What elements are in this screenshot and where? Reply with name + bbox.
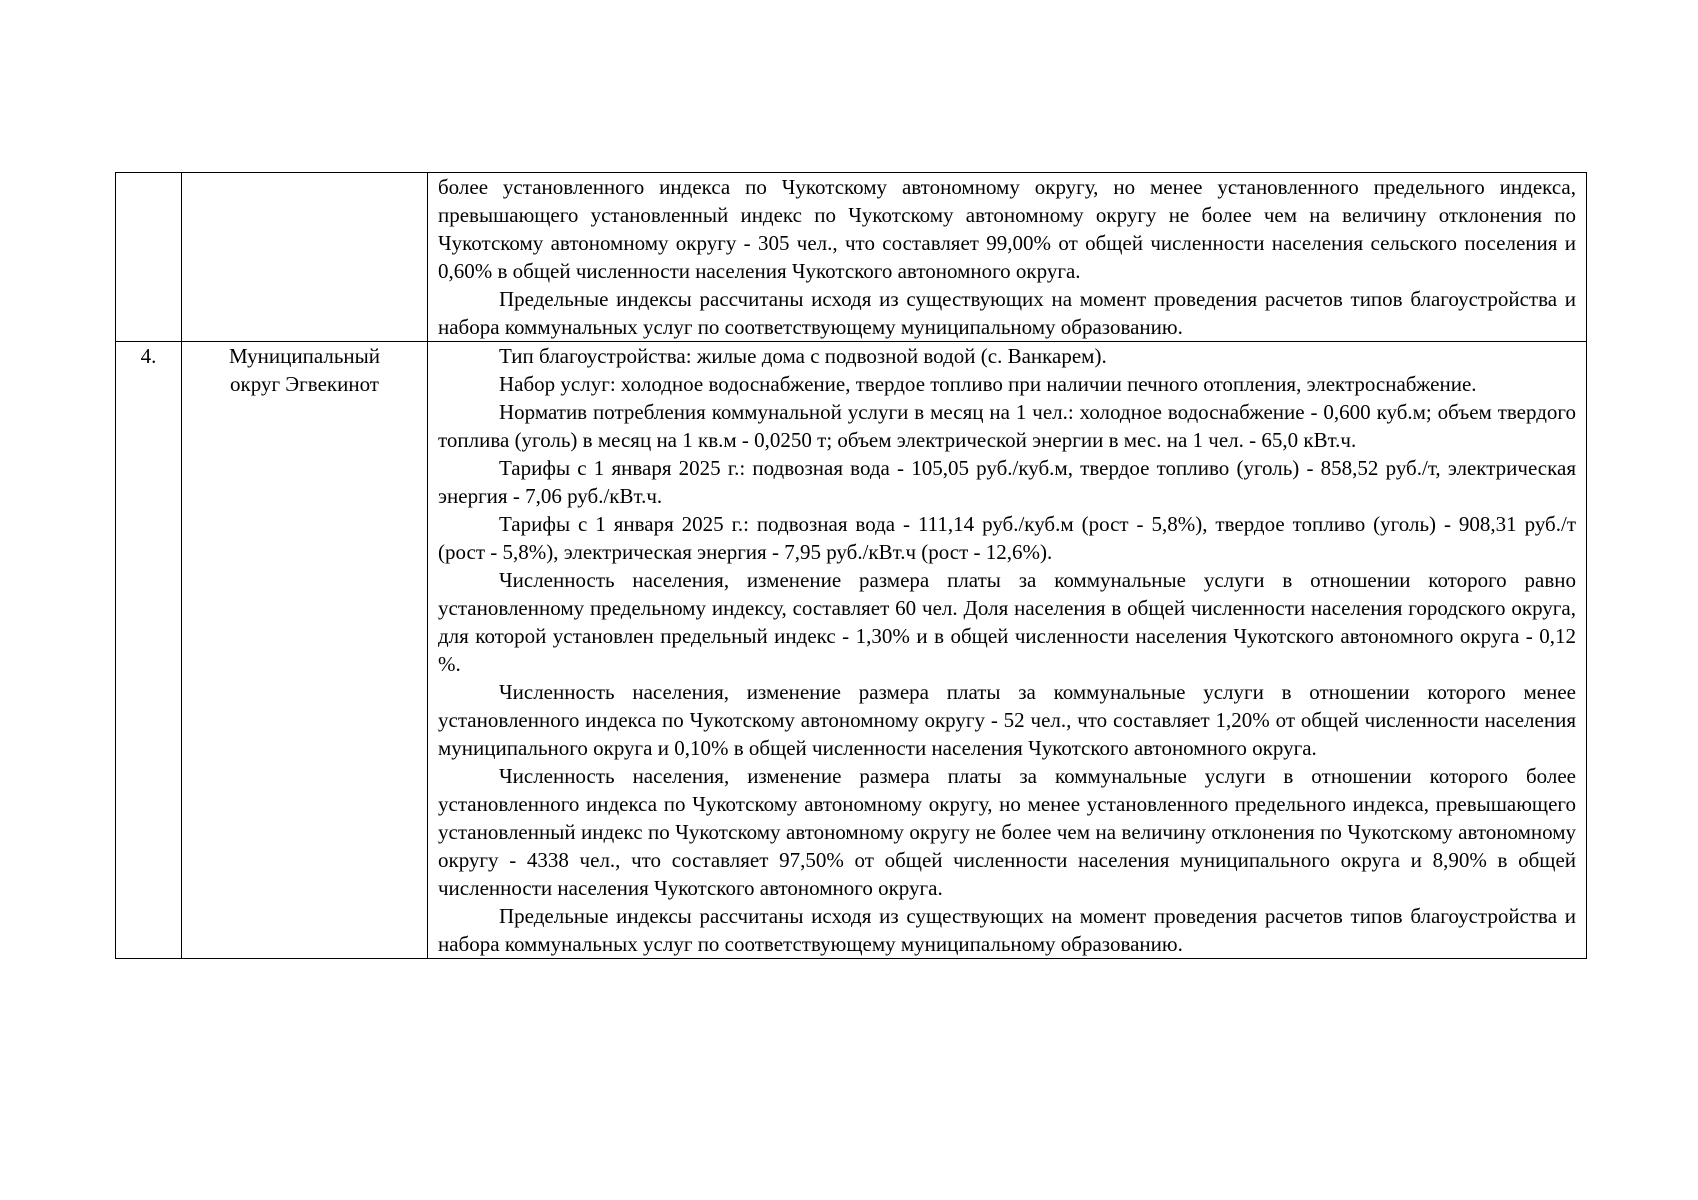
paragraph-tariffs: Тарифы с 1 января 2025 г.: подвозная вода - 105,05 руб./куб.м, твердое топливо (уголь) - 858,52 руб./т, электрическая энергия - 7,06 руб./кВт.ч. — [438, 456, 1576, 508]
paragraph-population-less: Численность населения, изменение размера платы за коммунальные услуги в отношении которого менее установленного индекса по Чукотскому автономному округу - 52 чел., что составляет 1,20% от общей численности населения муниципального округа и 0,10% в общей численности населения Чукотского автономного округа. — [438, 680, 1576, 760]
paragraph-service-set: Набор услуг: холодное водоснабжение, твердое топливо при наличии печного отопления, электроснабжение. — [499, 372, 1477, 396]
municipality-name-cell — [182, 173, 428, 342]
description-cell — [428, 173, 1587, 342]
paragraph-population-more: Численность населения, изменение размера платы за коммунальные услуги в отношении которого более установленного индекса по Чукотскому автономному округу, но менее установленного предельного индекса, превышающего установленный индекс по Чукотскому автономному округу не более чем на величину отклонения по Чукотскому автономному округу - 4338 чел., что составляет 97,50% от общей численности населения муниципального округа и 8,90% в общей численности населения Чукотского автономного округа. — [438, 764, 1576, 900]
paragraph-consumption-norm: Норматив потребления коммунальной услуги в месяц на 1 чел.: холодное водоснабжение - 0,600 куб.м; объем твердого топлива (уголь) в месяц на 1 кв.м - 0,0250 т; объем электрической энергии в мес. на 1 чел. - 65,0 кВт.ч. — [438, 400, 1576, 452]
paragraph-population-equal: Численность населения, изменение размера платы за коммунальные услуги в отношении которого равно установленному предельному индексу, составляет 60 чел. Доля населения в общей численности населения городского округа, для которой установлен предельный индекс - 1,30% и в общей численности населения Чукотского автономного округа - 0,12 %. — [438, 568, 1576, 676]
municipality-name-line: округ Эгвекинот — [230, 372, 379, 396]
municipality-name-cell — [182, 342, 428, 959]
municipality-name-line: Муниципальный — [229, 344, 380, 368]
paragraph-limit-indices: Предельные индексы рассчитаны исходя из существующих на момент проведения расчетов типов благоустройства и набора коммунальных услуг по соответствующему муниципальному образованию. — [438, 904, 1576, 956]
paragraph-tariffs-growth: Тарифы с 1 января 2025 г.: подвозная вода - 111,14 руб./куб.м (рост - 5,8%), твердое топливо (уголь) - 908,31 руб./т (рост - 5,8%), электрическая энергия - 7,95 руб./кВт.ч (рост - 12,6%). — [438, 512, 1576, 564]
row-number-cell — [116, 173, 182, 342]
paragraph-improvement-type: Тип благоустройства: жилые дома с подвозной водой (с. Ванкарем). — [499, 344, 1107, 368]
document-table — [115, 172, 1587, 959]
table-row-4 — [116, 342, 1587, 959]
description-cell — [428, 342, 1587, 959]
paragraph: Предельные индексы рассчитаны исходя из существующих на момент проведения расчетов типов благоустройства и набора коммунальных услуг по соответствующему муниципальному образованию. — [438, 287, 1576, 339]
table-row-continuation — [116, 173, 1587, 342]
row-number-cell: 4. — [116, 342, 182, 959]
paragraph: более установленного индекса по Чукотскому автономному округу, но менее установленного предельного индекса, превышающего установленный индекс по Чукотскому автономному округу не более чем на величину отклонения по Чукотскому автономному округу - 305 чел., что составляет 99,00% от общей численности населения сельского поселения и 0,60% в общей численности населения Чукотского автономного округа. — [438, 175, 1576, 283]
